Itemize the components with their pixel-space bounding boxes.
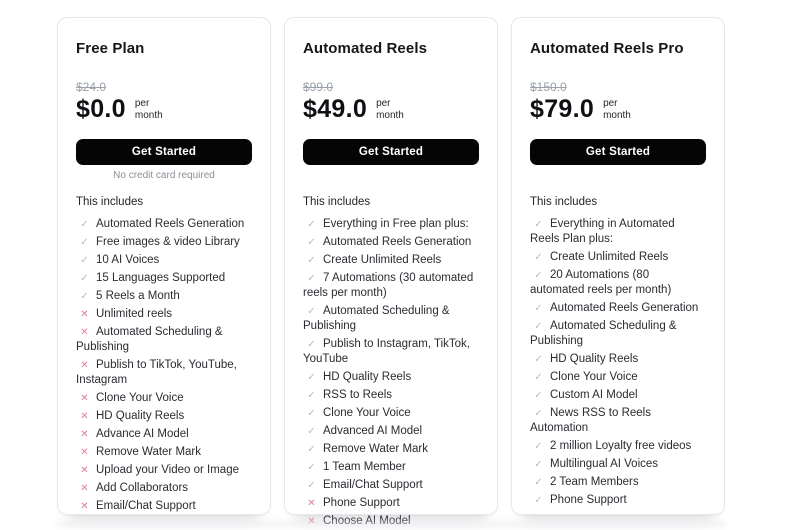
check-icon: ✓ bbox=[534, 408, 543, 419]
feature-item bbox=[530, 457, 706, 472]
billing-period: per month bbox=[603, 98, 631, 121]
check-icon: ✓ bbox=[534, 390, 543, 401]
original-price: $24.0 bbox=[76, 80, 107, 94]
no-credit-card-note: No credit card required bbox=[113, 170, 215, 181]
feature-text: Unlimited reels bbox=[96, 308, 173, 320]
check-icon: ✓ bbox=[80, 219, 89, 230]
check-icon: ✓ bbox=[534, 372, 543, 383]
check-icon: ✓ bbox=[80, 237, 89, 248]
includes-label: This includes bbox=[530, 196, 598, 208]
feature-list bbox=[303, 217, 479, 529]
cross-icon: ✕ bbox=[80, 411, 89, 422]
feature-text: Email/Chat Support bbox=[96, 500, 196, 512]
check-icon: ✓ bbox=[534, 459, 543, 470]
feature-item bbox=[303, 304, 479, 334]
pricing-card-automated-reels-pro bbox=[511, 17, 725, 515]
check-icon: ✓ bbox=[534, 219, 543, 230]
feature-text: Custom AI Model bbox=[550, 389, 638, 401]
feature-item bbox=[303, 271, 479, 301]
feature-item bbox=[76, 391, 252, 406]
feature-item bbox=[303, 424, 479, 439]
feature-item bbox=[76, 445, 252, 460]
feature-item bbox=[76, 325, 252, 355]
feature-text: HD Quality Reels bbox=[96, 410, 185, 422]
cross-icon: ✕ bbox=[80, 360, 89, 371]
feature-text: Automated Scheduling & Publishing bbox=[76, 326, 223, 353]
check-icon: ✓ bbox=[534, 252, 543, 263]
check-icon: ✓ bbox=[307, 444, 316, 455]
cross-icon: ✕ bbox=[80, 501, 89, 512]
check-icon: ✓ bbox=[80, 255, 89, 266]
feature-text: Remove Water Mark bbox=[323, 443, 429, 455]
feature-text: Automated Scheduling & Publishing bbox=[530, 320, 677, 347]
check-icon: ✓ bbox=[307, 339, 316, 350]
check-icon: ✓ bbox=[307, 462, 316, 473]
current-price: $49.0 bbox=[303, 95, 368, 123]
billing-period: per month bbox=[134, 98, 163, 121]
plan-title: Automated Reels Pro bbox=[530, 40, 684, 57]
feature-text: 20 Automations (80 automated reels per month) bbox=[530, 269, 672, 296]
feature-text: 5 Reels a Month bbox=[96, 290, 180, 302]
feature-text: 1 Team Member bbox=[323, 461, 406, 473]
feature-item bbox=[76, 427, 252, 442]
feature-item bbox=[530, 301, 706, 316]
feature-text: HD Quality Reels bbox=[323, 371, 412, 383]
feature-item bbox=[303, 337, 479, 367]
check-icon: ✓ bbox=[307, 426, 316, 437]
feature-item bbox=[76, 271, 252, 286]
feature-text: Multilingual AI Voices bbox=[550, 458, 659, 470]
feature-text: Advanced AI Model bbox=[323, 425, 423, 437]
pricing-card-free-plan bbox=[57, 17, 271, 515]
check-icon: ✓ bbox=[307, 219, 316, 230]
price-block bbox=[303, 80, 479, 124]
feature-item bbox=[530, 319, 706, 349]
feature-text: Upload your Video or Image bbox=[96, 464, 239, 476]
feature-text: Publish to TikTok, YouTube, Instagram bbox=[76, 359, 237, 386]
get-started-button[interactable]: Get Started bbox=[530, 139, 706, 165]
feature-list bbox=[76, 217, 252, 514]
get-started-button[interactable]: Get Started bbox=[76, 139, 252, 165]
check-icon: ✓ bbox=[307, 390, 316, 401]
plan-title: Free Plan bbox=[76, 40, 145, 57]
feature-text: HD Quality Reels bbox=[550, 353, 639, 365]
feature-text: Advance AI Model bbox=[96, 428, 189, 440]
check-icon: ✓ bbox=[80, 273, 89, 284]
price-block bbox=[530, 80, 706, 124]
feature-item bbox=[530, 250, 706, 265]
feature-text: RSS to Reels bbox=[323, 389, 393, 401]
cross-icon: ✕ bbox=[80, 483, 89, 494]
feature-item bbox=[303, 217, 479, 232]
feature-text: Create Unlimited Reels bbox=[323, 254, 442, 266]
price-block bbox=[76, 80, 252, 124]
plan-title: Automated Reels bbox=[303, 40, 428, 57]
feature-item bbox=[530, 268, 706, 298]
feature-item bbox=[76, 289, 252, 304]
feature-item bbox=[76, 463, 252, 478]
feature-text: Remove Water Mark bbox=[96, 446, 202, 458]
feature-item bbox=[303, 370, 479, 385]
no-credit-card-note bbox=[530, 170, 706, 183]
feature-text: Phone Support bbox=[550, 494, 627, 506]
check-icon: ✓ bbox=[534, 270, 543, 281]
billing-period: per month bbox=[376, 98, 404, 121]
feature-item bbox=[530, 370, 706, 385]
feature-item bbox=[76, 253, 252, 268]
original-price: $99.0 bbox=[303, 80, 334, 94]
feature-item bbox=[530, 388, 706, 403]
cross-icon: ✕ bbox=[80, 309, 89, 320]
feature-item bbox=[303, 496, 479, 511]
feature-text: News RSS to Reels Automation bbox=[530, 407, 651, 434]
feature-text: 2 million Loyalty free videos bbox=[550, 440, 692, 452]
feature-item bbox=[530, 439, 706, 454]
cross-icon: ✕ bbox=[80, 327, 89, 338]
check-icon: ✓ bbox=[534, 354, 543, 365]
pricing-card-automated-reels bbox=[284, 17, 498, 515]
feature-item bbox=[303, 253, 479, 268]
feature-text: 15 Languages Supported bbox=[96, 272, 226, 284]
feature-item bbox=[303, 235, 479, 250]
check-icon: ✓ bbox=[534, 477, 543, 488]
original-price: $150.0 bbox=[530, 80, 567, 94]
check-icon: ✓ bbox=[80, 291, 89, 302]
check-icon: ✓ bbox=[307, 408, 316, 419]
feature-text: Clone Your Voice bbox=[550, 371, 638, 383]
cross-icon: ✕ bbox=[80, 393, 89, 404]
feature-item bbox=[530, 475, 706, 490]
check-icon: ✓ bbox=[307, 273, 316, 284]
feature-text: Everything in Automated Reels Plan plus: bbox=[530, 218, 675, 245]
check-icon: ✓ bbox=[307, 372, 316, 383]
feature-item bbox=[530, 493, 706, 508]
feature-item bbox=[303, 460, 479, 475]
feature-text: Email/Chat Support bbox=[323, 479, 423, 491]
check-icon: ✓ bbox=[307, 306, 316, 317]
check-icon: ✓ bbox=[307, 255, 316, 266]
feature-text: 2 Team Members bbox=[550, 476, 639, 488]
feature-item bbox=[303, 406, 479, 421]
cross-icon: ✕ bbox=[80, 429, 89, 440]
includes-label: This includes bbox=[76, 196, 144, 208]
feature-text: Automated Reels Generation bbox=[323, 236, 472, 248]
cross-icon: ✕ bbox=[80, 447, 89, 458]
feature-item bbox=[530, 352, 706, 367]
feature-text: Clone Your Voice bbox=[323, 407, 411, 419]
feature-text: Create Unlimited Reels bbox=[550, 251, 669, 263]
check-icon: ✓ bbox=[534, 303, 543, 314]
current-price: $0.0 bbox=[76, 95, 126, 123]
cross-icon: ✕ bbox=[307, 498, 316, 509]
feature-text: Phone Support bbox=[323, 497, 400, 509]
feature-text: 7 Automations (30 automated reels per month) bbox=[303, 272, 474, 299]
feature-item bbox=[303, 478, 479, 493]
feature-item bbox=[76, 409, 252, 424]
check-icon: ✓ bbox=[534, 495, 543, 506]
feature-text: Publish to Instagram, TikTok, YouTube bbox=[303, 338, 471, 365]
feature-text: Automated Reels Generation bbox=[96, 218, 245, 230]
feature-text: Free images & video Library bbox=[96, 236, 240, 248]
no-credit-card-note bbox=[303, 170, 479, 183]
feature-text: Clone Your Voice bbox=[96, 392, 184, 404]
feature-text: 10 AI Voices bbox=[96, 254, 160, 266]
feature-item bbox=[530, 217, 706, 247]
feature-item bbox=[303, 388, 479, 403]
feature-text: Add Collaborators bbox=[96, 482, 189, 494]
feature-item bbox=[530, 406, 706, 436]
feature-text: Automated Reels Generation bbox=[550, 302, 699, 314]
feature-item bbox=[76, 358, 252, 388]
feature-item bbox=[76, 235, 252, 250]
feature-item bbox=[76, 217, 252, 232]
includes-label: This includes bbox=[303, 196, 371, 208]
check-icon: ✓ bbox=[534, 441, 543, 452]
get-started-button[interactable]: Get Started bbox=[303, 139, 479, 165]
check-icon: ✓ bbox=[307, 237, 316, 248]
feature-item bbox=[76, 307, 252, 322]
current-price: $79.0 bbox=[530, 95, 595, 123]
check-icon: ✓ bbox=[534, 321, 543, 332]
feature-text: Everything in Free plan plus: bbox=[323, 218, 469, 230]
check-icon: ✓ bbox=[307, 480, 316, 491]
feature-list bbox=[530, 217, 706, 508]
feature-item bbox=[76, 499, 252, 514]
feature-item bbox=[303, 442, 479, 457]
feature-item bbox=[76, 481, 252, 496]
cards-bottom-shadow bbox=[57, 521, 725, 527]
cross-icon: ✕ bbox=[80, 465, 89, 476]
feature-text: Automated Scheduling & Publishing bbox=[303, 305, 450, 332]
